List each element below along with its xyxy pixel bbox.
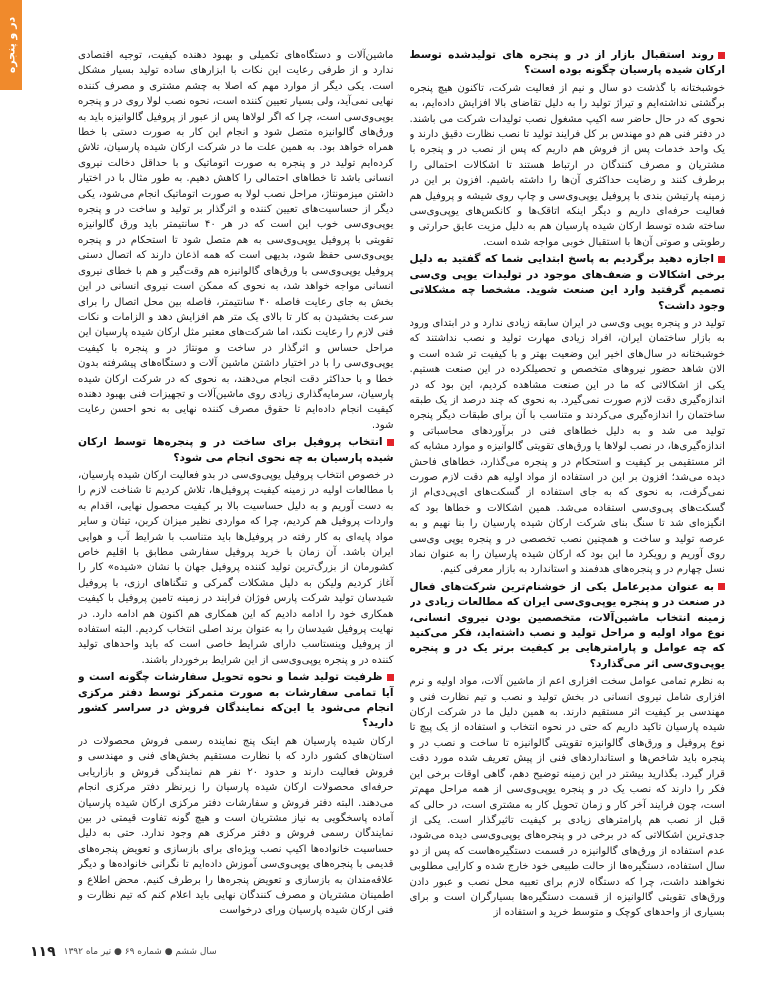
answer-paragraph: ارکان شیده پارسیان هم اینک پنج نماینده رسمی فروش محصولات در استان‌های کشور دارد که با نظارت مستقیم بخش‌های فنی و مهندسی و فروش فعالیت دارند و حدود ۲۰ نفر هم نمایندگی فروش و بازاریابی حرفه‌ای محصولات ارکان شیده پارسیان را زیرنظر دفتر مرکزی انجام می‌دهند. البته دفتر فروش و سفارشات دفتر مرکزی ارکان شیده پارسیان آماده پاسخگویی به نیاز مشتریان است و هیچ گونه تفاوت قیمتی در بین نمایندگان رسمی فروش و دفتر مرکزی هم وجود ندارد. حتی به دلیل حساسیت خانواده‌ها اکیپ نصب ویژه‌ای برای بازسازی و تعویض پنجره‌های قدیمی با پنجره‌های یوپی‌وی‌سی آموزش داده‌ایم تا نگرانی خانواده‌ها و دیگر علاقه‌مندان به بازسازی و تعویض پنجره‌ها را برطرف کنیم. محض اطلاع و اطمینان مشتریان و مصرف کنندگان نهایی باید اعلام کنم که تیم نظارت و فنی ارکان شیده پارسیان ورای درخواست <box>78 735 394 917</box>
article-body <box>78 48 725 930</box>
interview-question <box>410 252 726 314</box>
answer-paragraph: تولید در و پنجره یوپی وی‌سی در ایران سابقه زیادی ندارد و در ابتدای ورود به بازار ساختمان ایران، افراد زیادی مهارت تولید و نصب نداشتند که خوشبختانه در سال‌های اخیر این وضعیت بهتر و با کیفیت تر شده است و الان شاهد حضور نیروهای متخصص و تحصیلکرده در این صنعت هستیم. یکی از اشکالاتی که ما در این صنعت مشاهده کردیم، این بود که در اندازه‌گیری دقت لازم صورت نمی‌گیرد. به نحوی که چند درصد از یک طبقه ساختمان را اندازه‌گیری می‌کردند و متناسب با آن برای طبقات دیگر پنجره تولید می شد و به دلیل خطاهای فنی در برآوردهای محاسباتی و اندازه‌گیری‌ها، در نصب لولاها یا ورق‌های تقویتی گالوانیزه و موارد مشابه که اثر مستقیمی بر کیفیت و استحکام در و پنجره می‌گذارد، خطاهای فاحش دیده می‌شد؛ افزون بر این در استفاده از مواد اولیه هم دقت لازم صورت نمی‌گرفت، به نحوی که به جای استفاده از گسکت‌های ای‌پی‌دی‌ام از گسکت‌های پی‌وی‌سی استفاده می‌شد. همین اشکالات و خطاها بود که انگیزه‌ای شد تا سنگ بنای شرکت ارکان شیده پارسیان را بنا نهیم و به عرصه تولید و ساخت و همچنین نصب تخصصی در و پنجره یوپی وی‌سی روی آوریم و رویکرد ما این بود که ارکان شیده پارسیان را به عنوان نماد نسل چهارم در و پنجره‌های هدفمند و استاندارد به بازار معرفی کنیم. <box>409 317 725 576</box>
question-text: ظرفیت تولید شما و نحوه تحویل سفارشات چگونه است و آیا تمامی سفارشات به صورت متمرکز توسط دفتر مرکزی انجام می‌شود یا این‌که نمایندگان فروش در سراسر کشور دارید؟ <box>78 671 394 730</box>
question-bullet-icon <box>387 674 394 681</box>
page-footer <box>30 944 217 960</box>
section-tab <box>0 0 22 90</box>
interview-question <box>410 48 726 79</box>
question-bullet-icon <box>718 52 725 59</box>
question-bullet-icon <box>387 439 394 446</box>
question-bullet-icon <box>718 583 725 590</box>
answer-paragraph: به نظرم تمامی عوامل سخت افزاری اعم از ماشین آلات، مواد اولیه و نرم افزاری شامل نیروی انسانی در بخش تولید و نصب و تیم نظارت فنی و مهندسی بر کیفیت اثر مستقیم دارند. به همین دلیل ما در شرکت ارکان شیده پارسیان تاکید داریم که حتی در نحوه انتخاب و استفاده از یک پیچ تا نوع پروفیل و ورق‌های گالوانیزه تقویتی گالوانیزه تا ساخت و نصب در و پنجره باید شاخص‌ها و استانداردهای فنی از پیش تعریف شده مورد دقت قرار گیرد. بگذارید بیشتر در این زمینه توضیح دهم، گاهی اوقات برخی این فکر را دارند که نصب یک در و پنجره یوپی‌وی‌سی از همه مراحل مهم‌تر است، چون فرایند آخر کار و زمان تحویل کار به مشتری است، در حالی که قبل از نصب هم پارامترهای زیادی بر کیفیت تاثیرگذار است. یکی از جدی‌ترین اشکالاتی که در برخی در و پنجره‌های یوپی‌وی‌سی دیده می‌شود، عدم استفاده از ورق‌های گالوانیزه در قسمت دستگیره‌هاست که پس از دو سال استفاده، دستگیره‌ها از حالت طبیعی خود خارج شده و کارایی مطلوبی نخواهند داشت، چرا که دستگاه لازم برای تعبیه محل نصب و عبور دادن ورق‌های تقویتی گالوانیزه از قسمت دستگیره‌ها بسیارگران است و برای بسیاری از واحدهای کوچک و متوسط خرید و استفاده از <box>409 676 725 919</box>
answer-paragraph: خوشبختانه با گذشت دو سال و نیم از فعالیت شرکت، تاکنون هیچ پنجره برگشتی نداشته‌ایم و تیراژ تولید را به دلیل تقاضای بالا افزایش داده‌ایم، به نحوی که در حال حاضر سه اکیپ مشغول نصب تولیدات شرکت می باشند. در دفتر فنی هم دو مهندس بر کل فرایند تولید تا نصب نظارت دقیق دارند و یک واحد خدمات پس از فروش هم داریم که پس از نصب در و پنجره با مشتریان و مصرف کنندگان در ارتباط هستند تا اشکالات احتمالی را برطرف کنند و رضایت حداکثری آن‌ها را داشته باشیم. افزون بر این در زمینه پارتیشن بندی با پروفیل یوپی‌وی‌سی و چاپ روی شیشه و پروفیل هم فعالیت حرفه‌ای داریم و دیگر اینکه اتاقک‌ها و کانکس‌های یوپی‌وی‌سی ساخته شده توسط ارکان شیده پارسیان هم به دلیل مزیت عایق حرارتی و رطوبتی و صوتی آن‌ها با استقبال خوبی مواجه شده است. <box>409 82 725 248</box>
interview-question <box>78 435 394 466</box>
question-text: انتخاب پروفیل برای ساخت در و پنجره‌ها توسط ارکان شیده پارسیان به چه نحوی انجام می شود؟ <box>78 436 394 464</box>
right-column <box>410 48 726 930</box>
page-number: ۱۱۹ <box>30 944 56 960</box>
interview-question <box>78 670 394 732</box>
answer-paragraph: در خصوص انتخاب پروفیل یوپی‌وی‌سی در بدو فعالیت ارکان شیده پارسیان، با مطالعات اولیه در زمینه کیفیت پروفیل‌ها، تلاش کردیم تا شناخت لازم را به دست آوریم و به دلیل حساسیت بالا بر کیفیت محصول نهایی، اقدام به واردات پروفیل هم کردیم، چرا که مواردی نظیر میزان کربن، تیتان و سایر مواد پایه‌ای به کار رفته در پروفیل‌ها باید متناسب با شرایط آب و هوایی ایران باشد. آن زمان با خرید پروفیل سفارشی مطابق با اقلیم خاص کشورمان از بزرگ‌ترین تولید کننده پروفیل جهان با نشان «شیده» کار را آغاز کردیم ولیکن به دلیل مشکلات گمرکی و تنگناهای ارزی، با پروفیل شیدسان تولید شرکت پارس فوژان فرایند در زمینه تامین پروفیل با کیفیت همکاری خود را ادامه دادیم که این همکاری هم اکنون هم ادامه دارد. در نهایت پروفیل شیدسان را به عنوان برند اصلی انتخاب کردیم. البته استفاده از پروفیل وینستاسب دارای شرایط خاصی است که باید واحدهای تولید کننده در و پنجره یوپی‌وی‌سی از این شرایط برخوردار باشند. <box>78 469 394 666</box>
interview-question <box>410 580 726 672</box>
question-bullet-icon <box>718 256 725 263</box>
question-text: اجازه دهید برگردیم به پاسخ ابتدایی شما که گفتید به دلیل برخی اشکالات و ضعف‌های موجود در تولیدات یوپی وی‌سی تصمیم گرفتید وارد این صنعت شوید. مشخصا چه مشکلاتی وجود داشت؟ <box>409 253 725 312</box>
answer-paragraph: ماشین‌آلات و دستگاه‌های تکمیلی و بهبود دهنده کیفیت، توجیه اقتصادی ندارد و از طرفی رعایت این نکات با ابزارهای ساده تولید بسیار مشکل است. یکی دیگر از موارد مهم که اصلا به چشم مشتری و مصرف کننده نهایی نمی‌آید، ولی بسیار تعیین کننده است، نحوه نصب لولا روی در و پنجره یوپی‌وی‌سی است، چرا که اگر لولاها پس از عبور از پروفیل گالوانیزه باید به ورق‌های گالوانیزه متصل شود و انجام این کار به صورت دستی با خطا همراه خواهد بود. به همین علت ما در شرکت ارکان شیده پارسیان، تلاش کرده‌ایم تولید در و پنجره به صورت اتوماتیک و با حداقل دخالت نیروی انسانی باشد تا خطاهای احتمالی را کاهش دهیم. به طور مثال با در اختیار داشتن میزمونتاژ، مراحل نصب لولا به صورت اتوماتیک انجام می‌شود، یکی دیگر از حساسیت‌های تعیین کننده و اثرگذار بر تولید و ساخت در و پنجره یوپی‌وی‌سی خوب این است که در هر ۴۰ سانتیمتر باید ورق گالوانیزه تقویتی با پروفیل یوپی‌وی‌سی به هم متصل شود تا استحکام در و پنجره یوپی‌وی‌سی حفظ شود، بدیهی است که همه اذعان دارند که اتصال دستی پروفیل یوپی‌وی‌سی با ورق‌های گالوانیزه هم وقت‌گیر و هم با خطای نیروی انسانی مواجه خواهد شد، به نحوی که ممکن است نیروی انسانی در این بخش به جای رعایت فاصله ۴۰ سانتیمتر، فاصله بین محل اتصال را برای سرعت بخشیدن به کار تا بالای یک متر هم افزایش دهد و الزامات و نکات فنی لازم را رعایت نکند، اما شرکت‌های معتبر مثل ارکان شیده پارسیان این مراحل حساس و اثرگذار در ساخت و مونتاژ در و پنجره با کیفیت یوپی‌وی‌سی را با در اختیار داشتن ماشین آلات و دستگاه‌های پیشرفته بدون خطا و با حداکثر دقت انجام می‌دهند، به نحوی که در شرکت ارکان شیده پارسیان، سرمایه‌گذاری زیادی روی ماشین‌آلات و تجهیزات فنی بهبود دهنده کیفیت انجام داده‌ایم تا حقوق مصرف کننده نهایی به نحو احسن رعایت شود. <box>78 50 394 431</box>
question-text: به عنوان مدیرعامل یکی از خوشنام‌ترین شرکت‌های فعال در صنعت در و پنجره یوپی‌وی‌سی ایران که مطالعات زیادی در زمینه انتخاب ماشین‌آلات، متخصصین بودن نیروی انسانی، نوع مواد اولیه و مراحل تولید و نصب داشته‌اید، فکر می‌کنید که چه عوامل و پارامترهایی بر کیفیت برتر یک در و پنجره یوپی‌وی‌سی اثر می‌گذارد؟ <box>409 580 725 670</box>
left-column <box>78 48 394 930</box>
question-text: روند استقبال بازار از در و پنجره های تولیدشده توسط ارکان شیده پارسیان چگونه بوده است؟ <box>409 49 725 77</box>
section-tab-label: در و پنجره <box>4 16 18 74</box>
issue-info: سال ششم ● شماره ۶۹ ● تیر ماه ۱۳۹۲ <box>63 947 217 957</box>
